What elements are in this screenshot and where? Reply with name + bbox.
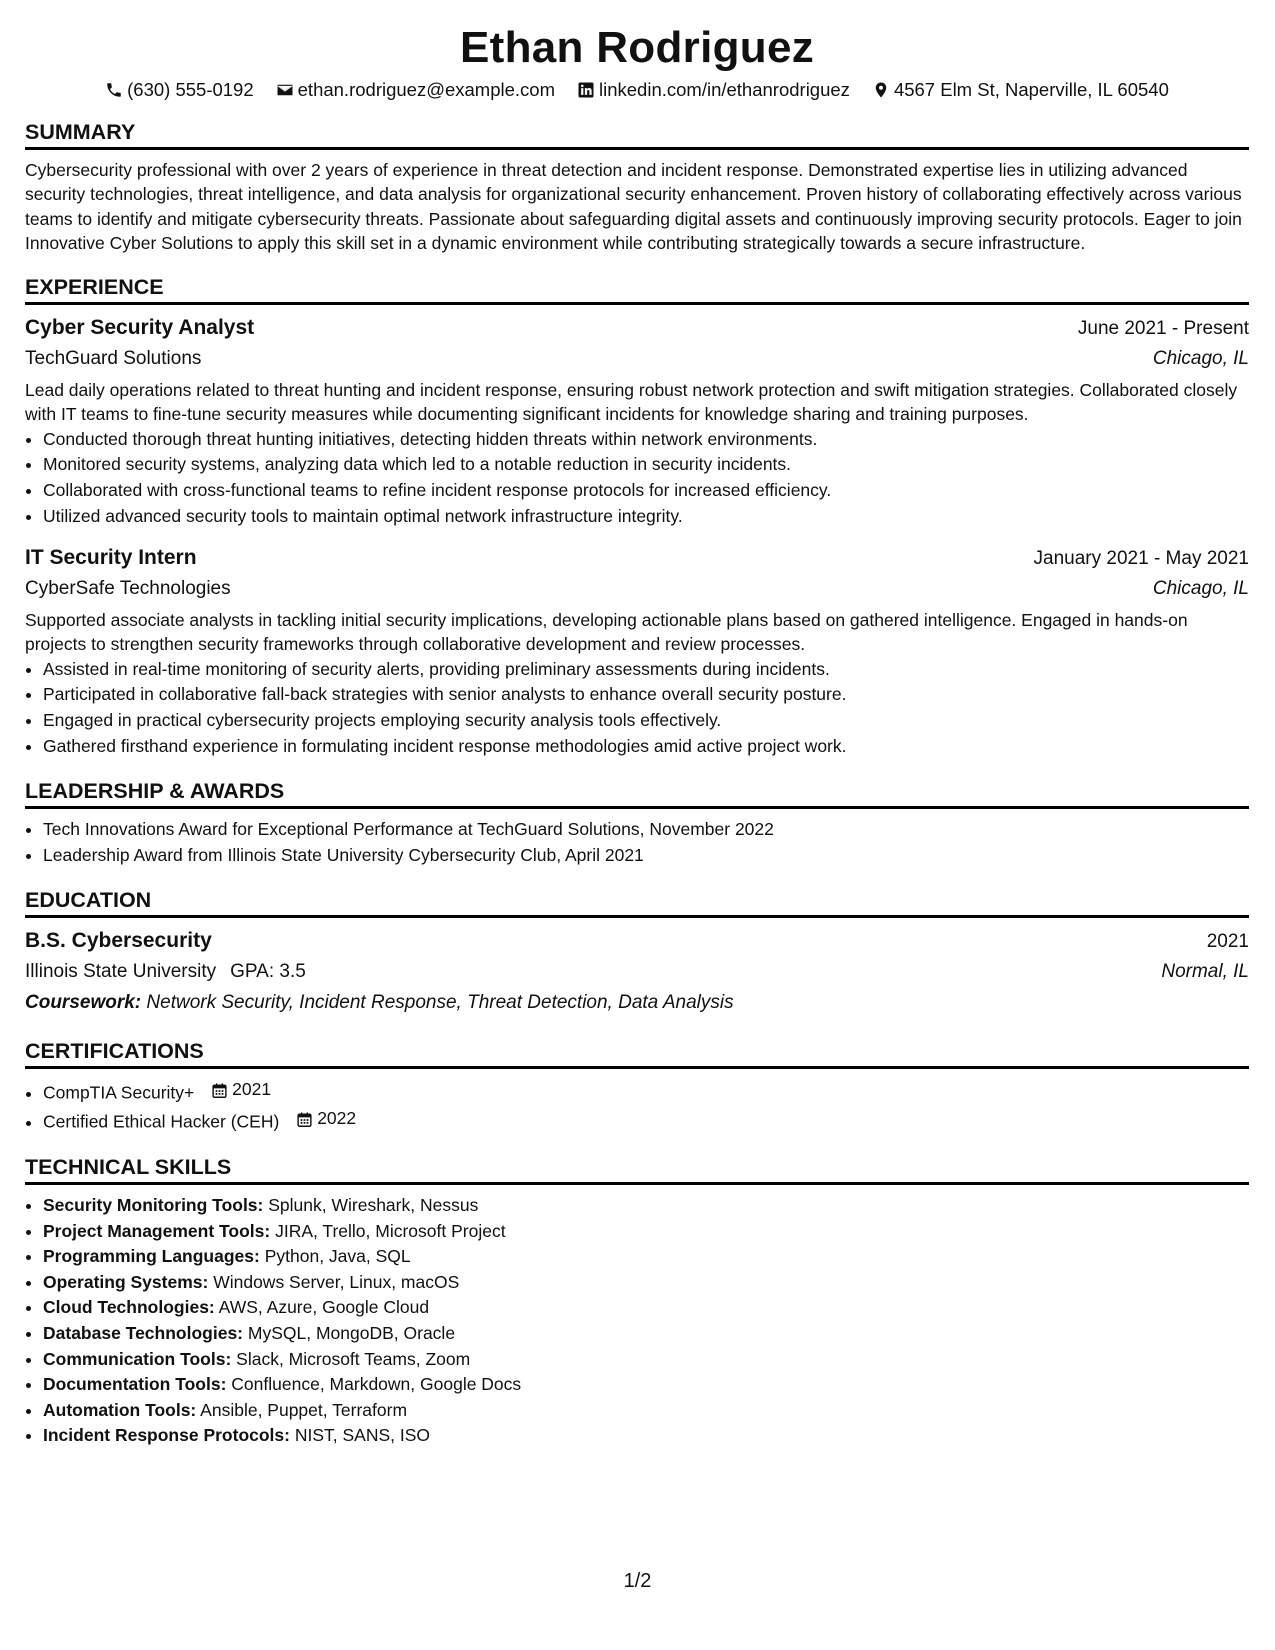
skill-items: Confluence, Markdown, Google Docs <box>231 1374 522 1395</box>
experience-section <box>25 273 1249 759</box>
skill-items: Windows Server, Linux, macOS <box>213 1271 460 1292</box>
linkedin-icon <box>577 81 595 99</box>
list-item <box>43 1372 1249 1398</box>
list-item: • Tech Innovations Award for Exceptional Performance at TechGuard Solutions, November 2022 <box>43 817 1249 843</box>
coursework-list: Network Security, Incident Response, Threat Detection, Data Analysis <box>146 992 734 1014</box>
awards-list <box>25 817 1249 868</box>
skill-category: Security Monitoring Tools: <box>43 1195 264 1216</box>
skill-items: Slack, Microsoft Teams, Zoom <box>236 1348 471 1369</box>
gpa: GPA: 3.5 <box>230 961 306 983</box>
list-item <box>43 1398 1249 1424</box>
coursework-label: Coursework: <box>25 992 142 1014</box>
summary-text: Cybersecurity professional with over 2 years of experience in threat detection and incident response. Demonstrated expertise lies in utilizing advanced security technologies, threat intelligence, and data analysis for organizational security enhancement. Proven history of collaborating effectively across various teams to identify and mitigate cybersecurity threats. Passionate about safeguarding digital assets and continuously improving security protocols. Eager to join Innovative Cyber Solutions to apply this skill set in a dynamic environment while contributing strategically towards a secure infrastructure. <box>25 160 1242 253</box>
list-item <box>43 1077 1249 1106</box>
list-item <box>43 1244 1249 1270</box>
cert-name: Certified Ethical Hacker (CEH) <box>43 1111 280 1132</box>
list-item <box>43 1347 1249 1373</box>
coursework <box>25 987 1249 1019</box>
leadership-section <box>25 777 1249 868</box>
contact-bar <box>25 78 1249 102</box>
skill-category: Cloud Technologies: <box>43 1297 215 1318</box>
phone-icon <box>105 81 123 99</box>
skill-items: Python, Java, SQL <box>264 1246 411 1267</box>
skill-items: MySQL, MongoDB, Oracle <box>247 1323 456 1344</box>
list-item: • Assisted in real-time monitoring of security alerts, providing preliminary assessments during incidents. <box>43 657 1249 683</box>
job-location: Chicago, IL <box>1152 578 1249 600</box>
job-bullets <box>25 657 1249 759</box>
job-dates: June 2021 - Present <box>1077 318 1249 340</box>
list-item: • Leadership Award from Illinois State University Cybersecurity Club, April 2021 <box>43 843 1249 869</box>
list-item: • Collaborated with cross-functional teams to refine incident response protocols for increased efficiency. <box>43 478 1249 504</box>
cert-name: CompTIA Security+ <box>43 1082 195 1103</box>
skill-category: Database Technologies: <box>43 1323 244 1344</box>
certifications-list <box>25 1077 1249 1135</box>
skills-section <box>25 1153 1249 1449</box>
skill-category: Documentation Tools: <box>43 1374 227 1395</box>
section-title-skills: TECHNICAL SKILLS <box>25 1153 1249 1185</box>
skills-list <box>25 1193 1249 1449</box>
company-name: CyberSafe Technologies <box>25 578 231 600</box>
envelope-icon <box>276 81 294 99</box>
contact-linkedin[interactable] <box>577 78 850 102</box>
candidate-name: Ethan Rodriguez <box>459 23 815 72</box>
skill-category: Incident Response Protocols: <box>43 1425 290 1446</box>
linkedin-link[interactable]: linkedin.com/in/ethanrodriguez <box>599 79 850 100</box>
map-marker-icon <box>872 81 890 99</box>
list-item <box>43 1106 1249 1135</box>
skill-items: Ansible, Puppet, Terraform <box>200 1399 408 1420</box>
skill-category: Automation Tools: <box>43 1399 197 1420</box>
section-title-experience: EXPERIENCE <box>25 273 1249 305</box>
school-name: Illinois State University <box>25 961 217 983</box>
section-title-summary: SUMMARY <box>25 118 1249 150</box>
calendar-icon <box>211 1082 228 1099</box>
section-title-certifications: CERTIFICATIONS <box>25 1037 1249 1069</box>
skill-items: NIST, SANS, ISO <box>294 1425 431 1446</box>
certifications-section <box>25 1037 1249 1135</box>
address-text: 4567 Elm St, Naperville, IL 60540 <box>893 79 1169 100</box>
skill-category: Project Management Tools: <box>43 1220 271 1241</box>
list-item: • Participated in collaborative fall-back strategies with senior analysts to enhance overall security posture. <box>43 682 1249 708</box>
cert-year: 2022 <box>317 1108 357 1129</box>
cert-date <box>211 1077 271 1103</box>
job-title: Cyber Security Analyst <box>25 316 255 340</box>
degree-name: B.S. Cybersecurity <box>25 929 212 953</box>
section-title-education: EDUCATION <box>25 886 1249 918</box>
education-section <box>25 886 1249 1019</box>
job-entry <box>25 313 1249 529</box>
skill-category: Communication Tools: <box>43 1348 232 1369</box>
skill-items: AWS, Azure, Google Cloud <box>218 1297 430 1318</box>
cert-year: 2021 <box>232 1079 272 1100</box>
cert-date <box>296 1106 356 1132</box>
list-item <box>43 1423 1249 1449</box>
graduation-year: 2021 <box>1206 931 1249 953</box>
list-item <box>43 1270 1249 1296</box>
list-item: • Monitored security systems, analyzing data which led to a notable reduction in security incidents. <box>43 452 1249 478</box>
school-location: Normal, IL <box>1161 961 1249 983</box>
contact-email[interactable] <box>276 78 555 102</box>
email-link[interactable]: ethan.rodriguez@example.com <box>297 79 555 100</box>
list-item <box>43 1321 1249 1347</box>
job-entry <box>25 543 1249 759</box>
resume-page <box>25 20 1249 1449</box>
skill-items: Splunk, Wireshark, Nessus <box>268 1195 479 1216</box>
phone-text: (630) 555-0192 <box>127 79 254 100</box>
contact-address <box>872 78 1169 102</box>
page-number: 1/2 <box>623 1570 652 1592</box>
section-title-leadership: LEADERSHIP & AWARDS <box>25 777 1249 809</box>
job-title: IT Security Intern <box>25 546 197 570</box>
job-bullets <box>25 427 1249 529</box>
list-item: • Utilized advanced security tools to maintain optimal network infrastructure integrity. <box>43 504 1249 530</box>
list-item: • Conducted thorough threat hunting initiatives, detecting hidden threats within network environments. <box>43 427 1249 453</box>
list-item <box>43 1295 1249 1321</box>
school-info <box>25 957 306 987</box>
skill-category: Programming Languages: <box>43 1246 260 1267</box>
company-name: TechGuard Solutions <box>25 348 202 370</box>
list-item: • Engaged in practical cybersecurity projects employing security analysis tools effectively. <box>43 708 1249 734</box>
job-location: Chicago, IL <box>1152 348 1249 370</box>
contact-phone <box>105 78 254 102</box>
list-item <box>43 1219 1249 1245</box>
job-description: Supported associate analysts in tackling initial security implications, developing actionable plans based on gathered intelligence. Engaged in hands-on projects to strengthen security frameworks through collaborative development and review processes. <box>25 610 1188 655</box>
list-item <box>43 1193 1249 1219</box>
calendar-icon <box>296 1111 313 1128</box>
skill-items: JIRA, Trello, Microsoft Project <box>275 1220 506 1241</box>
list-item: • Gathered firsthand experience in formulating incident response methodologies amid active project work. <box>43 734 1249 760</box>
job-description: Lead daily operations related to threat hunting and incident response, ensuring robust network protection and swift mitigation strategies. Collaborated closely with IT teams to fine-tune security measures while documenting significant incidents for knowledge sharing and training purposes. <box>25 380 1238 425</box>
job-dates: January 2021 - May 2021 <box>1033 548 1249 570</box>
summary-section <box>25 118 1249 255</box>
skill-category: Operating Systems: <box>43 1271 209 1292</box>
